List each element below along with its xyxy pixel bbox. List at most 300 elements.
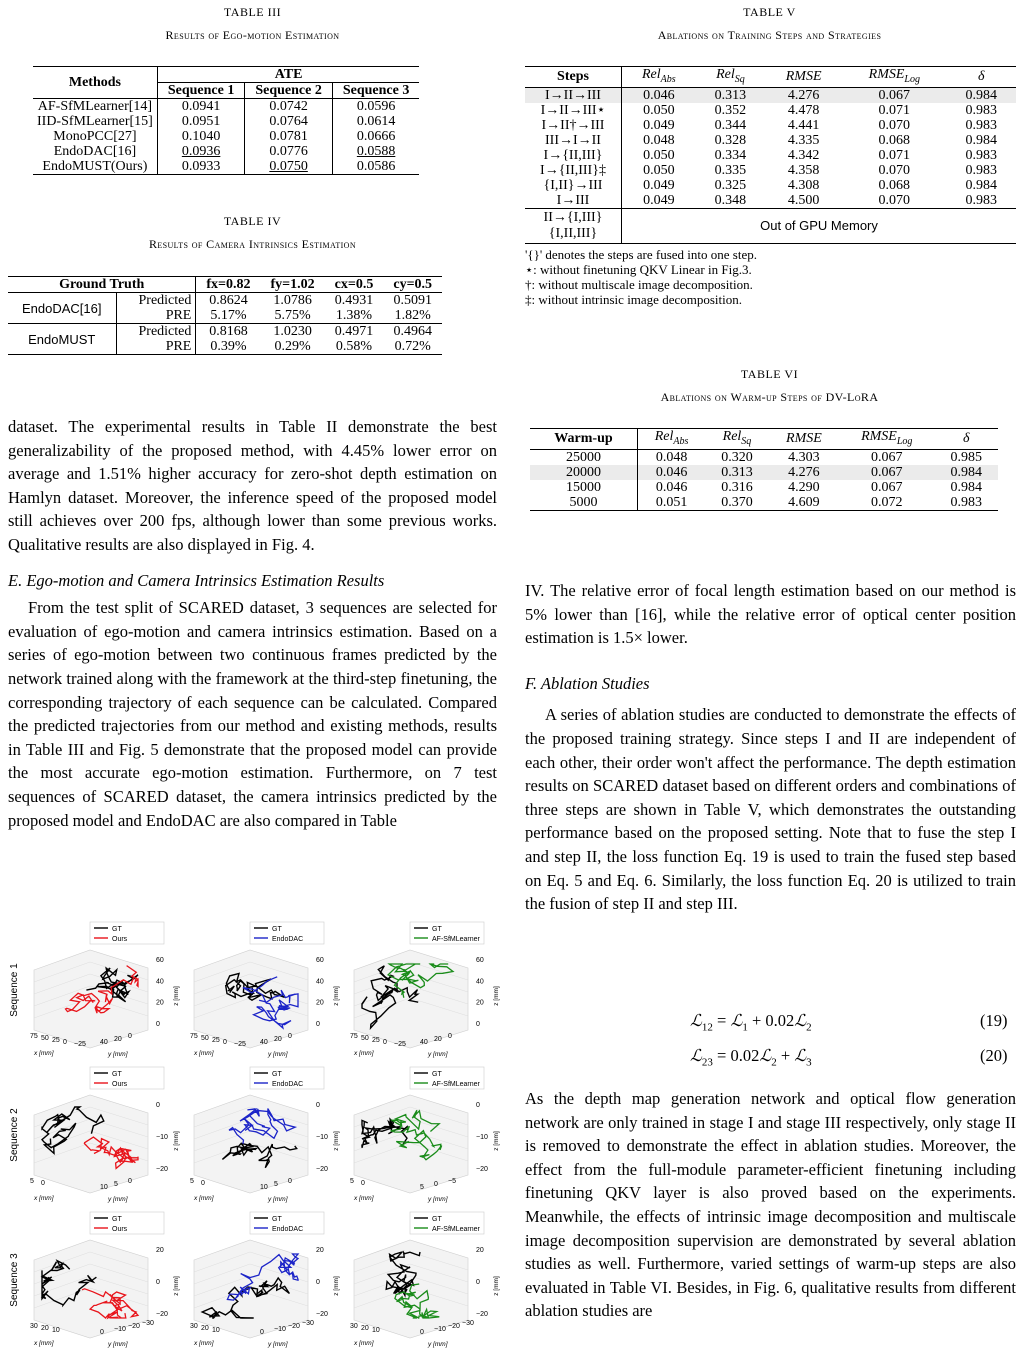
value-cell: 0.984 (950, 479, 982, 495)
y-axis-label: y [mm] (268, 1196, 288, 1203)
value-cell: 0.067 (871, 464, 903, 480)
y-tick-label: −30 (142, 1320, 154, 1327)
y-tick-label: 0 (288, 1178, 292, 1185)
value-cell: 0.049 (643, 177, 675, 193)
equation-19-number: (19) (980, 1011, 1008, 1030)
equation-19: ℒ$_{12}$ = ℒ$_1$ + 0.02ℒ$_2$ (690, 1011, 812, 1034)
warmup-cell: 20000 (530, 465, 637, 480)
y-axis-label: y [mm] (108, 1196, 128, 1203)
value-cell: 0.5091 (393, 293, 432, 308)
gt-cell: cx=0.5 (325, 277, 384, 293)
value-cell: 0.0933 (157, 159, 245, 175)
value-cell: 0.0781 (245, 129, 333, 144)
y-tick-label: 20 (434, 1036, 442, 1043)
z-tick-label: −10 (476, 1134, 488, 1141)
table4-title: Results of Camera Intrinsics Estimation (148, 237, 357, 251)
value-cell: 0.071 (878, 102, 911, 118)
table5 (525, 66, 1016, 307)
table-row (525, 133, 1016, 148)
y-tick-label: 0 (128, 1033, 132, 1040)
y-tick-label: 0 (434, 1181, 438, 1188)
oom-steps-cell (525, 208, 622, 243)
table3 (33, 66, 419, 175)
col-rmse-log: $RMSE_{Log}$ (842, 67, 946, 88)
value-cell: 0.313 (721, 464, 753, 480)
x-tick-label: 5 (30, 1178, 34, 1185)
z-tick-label: −20 (476, 1166, 488, 1173)
value-cell: 0.984 (950, 464, 982, 480)
z-tick-label: −20 (156, 1311, 168, 1318)
x-tick-label: −25 (74, 1041, 86, 1048)
value-cell: 0.1040 (157, 129, 245, 144)
y-tick-label: 40 (100, 1039, 108, 1046)
table-row (8, 324, 442, 340)
table3-col-seq3: Sequence 3 (332, 83, 419, 99)
x-tick-label: 5 (190, 1178, 194, 1185)
x-axis-label: x [mm] (194, 1050, 214, 1057)
x-tick-label: 25 (212, 1037, 220, 1044)
z-tick-label: 0 (476, 1279, 480, 1286)
equation-20-number: (20) (980, 1046, 1008, 1065)
table-row (33, 159, 419, 175)
value-cell: 0.325 (714, 177, 747, 193)
value-cell: 0.983 (965, 117, 997, 133)
y-tick-label: 5 (274, 1181, 278, 1188)
table-row (525, 163, 1016, 178)
value-cell: 0.067 (871, 449, 903, 465)
trajectory-figure-svg (0, 918, 505, 1354)
table3-number: TABLE III (223, 5, 282, 19)
legend-gt-label: GT (272, 1071, 282, 1078)
x-tick-label: −25 (234, 1041, 246, 1048)
x-tick-label: 75 (30, 1033, 38, 1040)
y-axis-label: y [mm] (108, 1051, 128, 1058)
warmup-cell: 5000 (530, 495, 637, 511)
table6 (530, 428, 998, 511)
z-axis-label: z [mm] (493, 1276, 500, 1296)
col-rel-abs: Rel$_{Abs}$ (622, 67, 696, 88)
oom-step: II→{I,III} (543, 209, 603, 225)
z-axis-label: z [mm] (333, 1276, 340, 1296)
legend-method-label: Ours (112, 1081, 128, 1088)
y-tick-label: 0 (128, 1178, 132, 1185)
value-cell: 4.303 (788, 449, 820, 465)
value-cell: 0.320 (721, 449, 753, 465)
gt-cell: cy=0.5 (383, 277, 442, 293)
z-tick-label: 60 (476, 957, 484, 964)
table5-notes (525, 247, 1016, 307)
z-tick-label: −20 (156, 1166, 168, 1173)
value-cell: 0.0742 (245, 99, 333, 115)
x-tick-label: −25 (394, 1041, 406, 1048)
x-tick-label: 20 (41, 1325, 49, 1332)
value-cell: 0.348 (714, 192, 747, 208)
y-tick-label: −10 (274, 1326, 286, 1333)
y-axis-label: y [mm] (428, 1051, 448, 1058)
x-tick-label: 50 (361, 1035, 369, 1042)
col-delta: δ (934, 429, 998, 450)
value-cell: 0.071 (878, 147, 911, 163)
value-cell: 0.984 (965, 87, 997, 103)
value-cell: 0.4931 (334, 293, 374, 308)
x-tick-label: 0 (63, 1039, 67, 1046)
y-tick-label: −20 (448, 1323, 460, 1330)
z-tick-label: 0 (316, 1102, 320, 1109)
table-note: ‡: without intrinsic image decomposition. (525, 291, 743, 307)
table4 (8, 276, 442, 355)
col-rel-sq: Rel$_{Sq}$ (705, 429, 769, 450)
y-axis-label: y [mm] (268, 1341, 288, 1348)
right-text-top (525, 579, 1016, 916)
method-cell: IID-SfMLearner[15] (33, 114, 157, 129)
z-axis-label: z [mm] (173, 986, 180, 1006)
value-cell: 0.58% (335, 339, 373, 354)
row-label: Predicted (116, 293, 196, 309)
y-tick-label: 5 (420, 1184, 424, 1191)
steps-cell: I→III (525, 193, 622, 209)
z-tick-label: 20 (156, 1247, 164, 1254)
x-axis-label: x [mm] (194, 1340, 214, 1347)
paragraph: From the test split of SCARED dataset, 3 sequences are selected for evaluation of ego-motion and camera intrinsics estimation. Based on a series of ego-motion between two continuous frames predicted by the network trained along with the framework at the third-step finetuning, the corresponding trajectory of each sequence can be calculated. Compared the predicted trajectories from our method and existing methods, results in Table III and Fig. 5 demonstrate that the proposed model can provide the most accurate ego-motion estimation. Furthermore, on 7 test sequences of SCARED dataset, the camera intrinsics predicted by the proposed model and EndoDAC are also compared in Table (8, 598, 497, 830)
z-tick-label: 0 (156, 1021, 160, 1028)
method-cell: EndoMUST (8, 324, 116, 355)
x-tick-label: 10 (212, 1327, 220, 1334)
oom-text: Out of GPU Memory (622, 208, 1017, 243)
value-cell: 0.8624 (209, 293, 248, 308)
x-tick-label: 30 (190, 1323, 198, 1330)
value-cell: 1.82% (383, 308, 442, 324)
y-tick-label: 0 (288, 1033, 292, 1040)
value-cell: 4.276 (787, 87, 820, 103)
table-row (525, 178, 1016, 193)
table-row (33, 99, 419, 115)
y-tick-label: 0 (100, 1329, 104, 1336)
legend-method-label: EndoDAC (272, 1081, 304, 1088)
table3-col-seq1: Sequence 1 (157, 83, 245, 99)
legend-gt-label: GT (112, 926, 122, 933)
table4-gt-header: Ground Truth (8, 277, 196, 293)
table3-title: Results of Ego-motion Estimation (165, 28, 340, 42)
y-tick-label: −10 (434, 1326, 446, 1333)
z-tick-label: 20 (476, 999, 484, 1007)
z-tick-label: 0 (316, 1279, 320, 1286)
table-row (525, 148, 1016, 163)
paragraph: A series of ablation studies are conducted to demonstrate the effects of the proposed training strategy. Since steps I and II are independent of each other, their order won't affect the performance. The depth estimation results on SCARED dataset based on different orders and combinations of three steps are shown in Table V, which demonstrates the outstanding performance based on the proposed setting. Note that to fuse the step I and step II, the loss function Eq. 19 is used to train the fused step based on Eq. 5 and Eq. 6. Similarly, the loss function Eq. 20 is utilized to train the fusion of step II and step III. (525, 705, 1016, 914)
value-cell: 0.984 (965, 132, 997, 148)
value-cell: 0.4964 (393, 324, 432, 339)
row-label-sequence-2: Sequence 2 (9, 1108, 20, 1162)
table-row (33, 114, 419, 129)
warmup-cell: 15000 (530, 480, 637, 495)
value-cell: 0.344 (714, 117, 747, 133)
x-tick-label: 30 (350, 1323, 358, 1330)
z-axis-label: z [mm] (173, 1131, 180, 1151)
table-note: '{}' denotes the steps are fused into one step. (525, 246, 757, 262)
value-cell: 0.0614 (356, 114, 396, 129)
value-cell: 4.342 (787, 147, 820, 163)
value-cell: 4.290 (788, 479, 820, 495)
legend-gt-label: GT (112, 1071, 122, 1078)
value-cell: 0.048 (643, 132, 675, 148)
value-cell: 0.370 (721, 494, 753, 510)
y-axis-label: y [mm] (108, 1341, 128, 1348)
value-cell: 0.983 (965, 192, 997, 208)
value-cell: 0.0750 (245, 159, 333, 175)
value-cell: 0.313 (714, 87, 747, 103)
y-tick-label: 10 (260, 1184, 268, 1191)
x-tick-label: 0 (223, 1039, 227, 1046)
value-cell: 0.068 (878, 177, 911, 193)
z-tick-label: 60 (156, 957, 164, 964)
z-tick-label: 20 (316, 999, 324, 1007)
table3-methods-header: Methods (33, 67, 157, 99)
value-cell: 0.316 (721, 479, 753, 495)
y-tick-label: 5 (114, 1181, 118, 1188)
y-tick-label: 40 (420, 1039, 428, 1046)
table6-title: Ablations on Warm-up Steps of DV-LoRA (660, 390, 879, 404)
table5-steps-header: Steps (525, 67, 622, 88)
z-tick-label: −20 (316, 1166, 328, 1173)
value-cell: 4.609 (788, 494, 820, 510)
legend-method-label: AF-SfMLearner (432, 936, 480, 943)
x-tick-label: 30 (30, 1323, 38, 1330)
value-cell: 0.050 (643, 147, 675, 163)
value-cell: 0.39% (210, 339, 247, 354)
value-cell: 0.046 (643, 87, 675, 103)
table-row (525, 87, 1016, 103)
x-tick-label: 50 (41, 1035, 49, 1042)
table-row (8, 293, 442, 309)
method-cell: EndoDAC[16] (33, 144, 157, 159)
value-cell: 4.335 (787, 132, 820, 148)
x-tick-label: 75 (190, 1033, 198, 1040)
z-tick-label: 0 (156, 1279, 160, 1286)
value-cell: 4.358 (787, 162, 820, 178)
y-tick-label: 20 (114, 1036, 122, 1043)
x-tick-label: 20 (361, 1325, 369, 1332)
x-tick-label: 25 (52, 1037, 60, 1044)
section-heading-f: F. Ablation Studies (525, 673, 650, 693)
z-tick-label: 20 (316, 1247, 324, 1254)
row-label: Predicted (116, 324, 196, 340)
value-cell: 0.0586 (356, 159, 396, 174)
method-cell: EndoDAC[16] (8, 293, 116, 324)
value-cell: 0.983 (965, 147, 997, 163)
table-row (525, 193, 1016, 209)
table-row (525, 103, 1016, 118)
value-cell: 0.068 (878, 132, 911, 148)
legend-gt-label: GT (432, 1071, 442, 1078)
right-text-bottom (525, 1087, 1016, 1323)
z-tick-label: 40 (316, 978, 324, 986)
table-row (530, 480, 998, 495)
value-cell: 0.067 (878, 87, 911, 103)
legend-method-label: EndoDAC (272, 1226, 304, 1233)
x-tick-label: 10 (372, 1327, 380, 1334)
oom-step: {I,II,III} (548, 225, 598, 241)
value-cell: 0.983 (965, 102, 997, 118)
value-cell: 4.308 (787, 177, 820, 193)
steps-cell: I→{II,III}‡ (525, 163, 622, 178)
value-cell: 0.050 (643, 102, 675, 118)
z-axis-label: z [mm] (493, 1131, 500, 1151)
value-cell: 4.500 (787, 192, 820, 208)
table-note: ⋆: without finetuning QKV Linear in Fig.3. (525, 261, 752, 277)
value-cell: 0.983 (965, 162, 997, 178)
gt-cell: fy=1.02 (261, 277, 325, 293)
value-cell: 0.049 (643, 192, 675, 208)
y-tick-label: 40 (260, 1039, 268, 1046)
value-cell: 0.070 (878, 162, 911, 178)
table3-col-seq2: Sequence 2 (245, 83, 333, 99)
value-cell: 5.75% (261, 308, 325, 324)
steps-cell: I→II†→III (525, 118, 622, 133)
paragraph: IV. The relative error of focal length estimation based on our method is 5% lower than [16], while the relative error of optical center position estimation is 1.5× lower. (525, 581, 1016, 648)
x-tick-label: 5 (350, 1178, 354, 1185)
value-cell: 0.0776 (245, 144, 333, 159)
table-row (525, 118, 1016, 133)
value-cell: 0.984 (965, 177, 997, 193)
paragraph: As the depth map generation network and optical flow generation network are only trained in stage I and stage III respectively, only stage II is removed to demonstrate the effect in ablation studies. Moreover, the effect from the full-module parameter-efficient finetuning including finetuning QKV layer is also proved based on the experiments. Meanwhile, the effects of intrinsic image decomposition and multiscale image decomposition supervision are demonstrated by several ablation studies as well. Furthermore, varied settings of warm-up steps are also evaluated in Table VI. Besides, in Fig. 6, qualitative results from different ablation studies are (525, 1089, 1016, 1321)
value-cell: 0.0936 (157, 144, 245, 159)
table5-title: Ablations on Training Steps and Strategies (657, 28, 882, 42)
steps-cell: {I,II}→III (525, 178, 622, 193)
col-rmse: RMSE (765, 67, 842, 88)
z-tick-label: −10 (156, 1134, 168, 1141)
y-tick-label: 20 (274, 1036, 282, 1043)
value-cell: 0.0951 (157, 114, 245, 129)
value-cell: 0.046 (655, 464, 688, 480)
z-tick-label: 0 (476, 1102, 480, 1109)
trajectory-figure (0, 918, 505, 1354)
z-axis-label: z [mm] (173, 1276, 180, 1296)
steps-cell: I→II→III (525, 87, 622, 103)
z-axis-label: z [mm] (333, 1131, 340, 1151)
value-cell: 0.072 (871, 494, 903, 510)
x-tick-label: 25 (372, 1037, 380, 1044)
y-axis-label: y [mm] (428, 1341, 448, 1348)
z-tick-label: 0 (156, 1102, 160, 1109)
x-axis-label: x [mm] (34, 1340, 54, 1347)
value-cell: 0.067 (871, 479, 903, 495)
value-cell: 0.050 (643, 162, 675, 178)
x-axis-label: x [mm] (34, 1050, 54, 1057)
legend-gt-label: GT (432, 926, 442, 933)
y-tick-label: −20 (128, 1323, 140, 1330)
z-tick-label: −20 (476, 1311, 488, 1318)
x-tick-label: 0 (41, 1180, 45, 1187)
legend-gt-label: GT (272, 926, 282, 933)
left-text (8, 415, 497, 832)
table3-ate-header: ATE (157, 67, 419, 83)
value-cell: 4.441 (787, 117, 820, 133)
method-cell: MonoPCC[27] (33, 129, 157, 144)
z-tick-label: −20 (316, 1311, 328, 1318)
table-row (530, 449, 998, 465)
value-cell: 0.985 (950, 449, 982, 465)
row-label: PRE (116, 308, 196, 324)
table4-number: TABLE IV (223, 214, 282, 228)
x-axis-label: x [mm] (34, 1195, 54, 1202)
value-cell: 0.046 (655, 479, 688, 495)
value-cell: 0.335 (714, 162, 747, 178)
method-cell: EndoMUST(Ours) (33, 159, 157, 175)
table-note: †: without multiscale image decomposition. (525, 276, 753, 292)
legend-gt-label: GT (272, 1216, 282, 1223)
steps-cell: I→{II,III} (525, 148, 622, 163)
value-cell: 0.72% (394, 339, 431, 354)
row-label: PRE (116, 339, 196, 355)
x-tick-label: 10 (52, 1327, 60, 1334)
x-tick-label: 0 (383, 1039, 387, 1046)
z-tick-label: 60 (316, 957, 324, 964)
value-cell: 0.8168 (209, 324, 248, 339)
value-cell: 0.0666 (356, 129, 396, 144)
z-tick-label: 0 (316, 1021, 320, 1028)
value-cell: 0.0941 (157, 99, 245, 115)
col-rel-sq: Rel$_{Sq}$ (696, 67, 765, 88)
value-cell: 0.051 (655, 494, 688, 510)
value-cell: 0.983 (950, 494, 982, 510)
table-row (33, 144, 419, 159)
table-row (530, 495, 998, 511)
table-row (530, 465, 998, 480)
y-axis-label: y [mm] (268, 1051, 288, 1058)
method-cell: AF-SfMLearner[14] (33, 99, 157, 115)
x-axis-label: x [mm] (354, 1195, 374, 1202)
y-axis-label: y [mm] (428, 1196, 448, 1203)
col-delta: δ (946, 67, 1016, 88)
value-cell: 0.070 (878, 117, 911, 133)
legend-method-label: Ours (112, 1226, 128, 1233)
y-tick-label: −20 (288, 1323, 300, 1330)
equation-20: ℒ$_{23}$ = 0.02ℒ$_2$ + ℒ$_3$ (690, 1046, 812, 1069)
value-cell: 0.070 (878, 192, 911, 208)
steps-cell: III→I→II (525, 133, 622, 148)
z-axis-label: z [mm] (333, 986, 340, 1006)
y-tick-label: 0 (260, 1329, 264, 1336)
y-tick-label: 0 (448, 1033, 452, 1040)
z-tick-label: 40 (476, 978, 484, 986)
section-heading-e: E. Ego-motion and Camera Intrinsics Estimation Results (8, 570, 385, 590)
z-tick-label: 20 (156, 999, 164, 1007)
x-tick-label: 50 (201, 1035, 209, 1042)
value-cell: 0.4971 (334, 324, 374, 339)
y-tick-label: −5 (448, 1178, 456, 1185)
z-tick-label: 40 (156, 978, 164, 986)
y-tick-label: −30 (462, 1320, 474, 1327)
table-row (33, 129, 419, 144)
col-rmse: RMSE (769, 429, 839, 450)
value-cell: 0.0764 (245, 114, 333, 129)
value-cell: 0.048 (655, 449, 688, 465)
paragraph: dataset. The experimental results in Table II demonstrate the best generalizability of the proposed method, with 4.45% lower error on average and 1.51% higher accuracy for zero-shot depth estimation on Hamlyn dataset. Moreover, the inference speed of the proposed model still achieves over 200 fps, although lower than some previous works. Qualitative results are also displayed in Fig. 4. (8, 417, 497, 554)
legend-method-label: Ours (112, 936, 128, 943)
row-label-sequence-3: Sequence 3 (9, 1253, 20, 1307)
legend-method-label: AF-SfMLearner (432, 1081, 480, 1088)
y-tick-label: 0 (420, 1329, 424, 1336)
value-cell: 5.17% (196, 308, 261, 324)
x-tick-label: 75 (350, 1033, 358, 1040)
value-cell: 4.478 (787, 102, 820, 118)
table5-number: TABLE V (743, 5, 796, 19)
x-tick-label: 0 (361, 1180, 365, 1187)
steps-cell: I→II→III⋆ (525, 103, 622, 118)
value-cell: 0.0588 (356, 144, 396, 159)
z-tick-label: 0 (476, 1021, 480, 1028)
y-tick-label: 10 (100, 1184, 108, 1191)
value-cell: 4.276 (788, 464, 820, 480)
